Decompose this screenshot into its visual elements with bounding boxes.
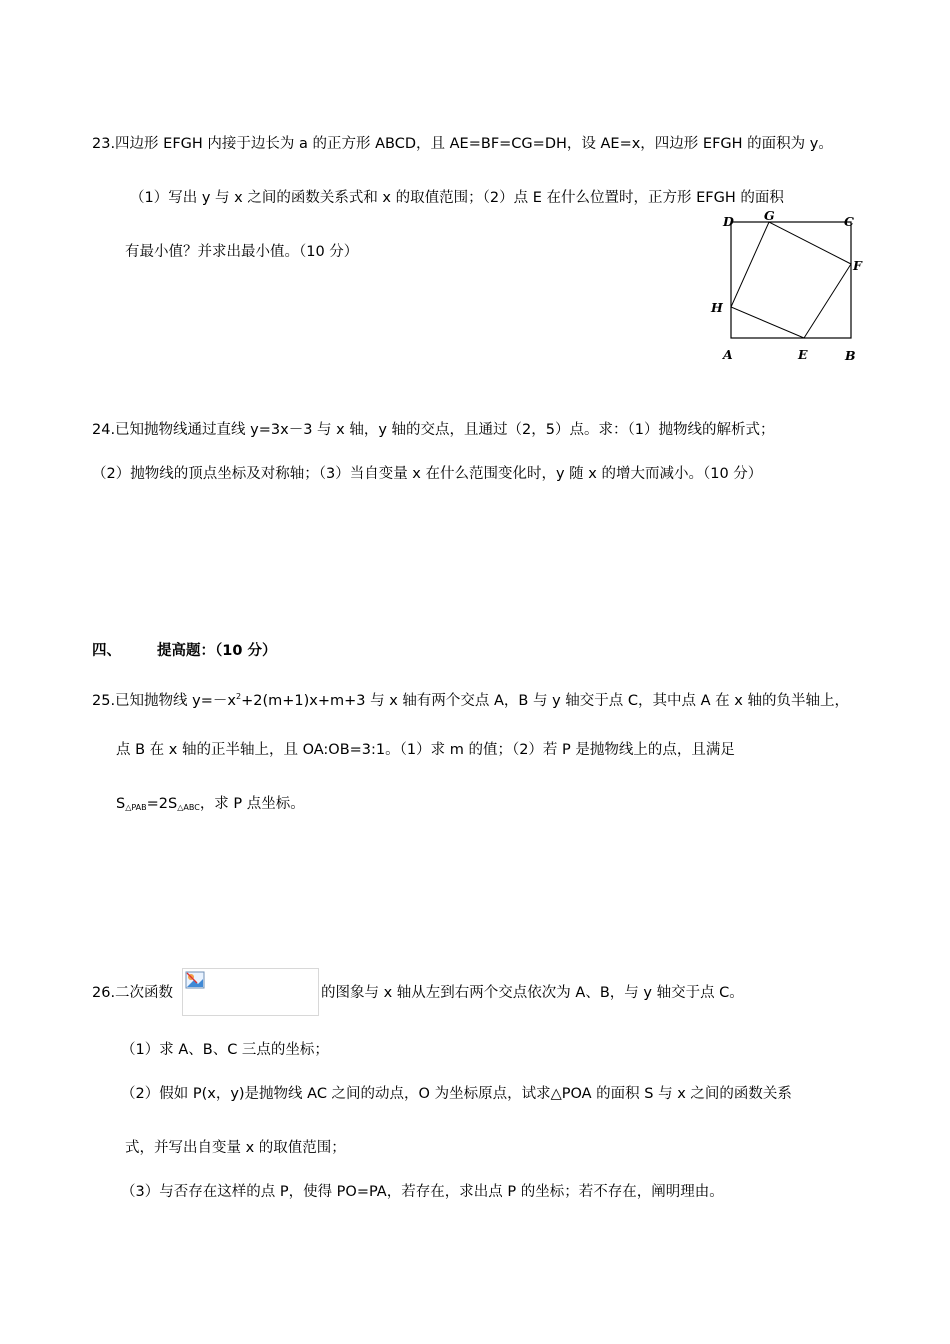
q25-sub-pab: △PAB [125, 803, 147, 812]
label-a: A [723, 347, 733, 362]
q24-line2: （2）抛物线的顶点坐标及对称轴；（3）当自变量 x 在什么范围变化时，y 随 x 的增大而减小。（10 分） [92, 466, 763, 482]
q26-line1-post: 的图象与 x 轴从左到右两个交点依次为 A、B，与 y 轴交于点 C。 [321, 985, 744, 1001]
q24-line1: 24.已知抛物线通过直线 y=3x－3 与 x 轴，y 轴的交点，且通过（2，5）点。求：（1）抛物线的解析式； [92, 422, 775, 438]
label-f: F [853, 258, 862, 273]
q23-line1: 23.四边形 EFGH 内接于边长为 a 的正方形 ABCD，且 AE=BF=CG=DH，设 AE=x，四边形 EFGH 的面积为 y。 [92, 136, 833, 152]
q23-line3: 有最小值？并求出最小值。（10 分） [125, 244, 359, 260]
label-e: E [798, 347, 808, 362]
q25-line1-post: +2(m+1)x+m+3 与 x 轴有两个交点 A，B 与 y 轴交于点 C，其中点 A 在 x 轴的负半轴上， [241, 693, 849, 709]
broken-image-icon [185, 971, 207, 991]
label-g: G [764, 208, 775, 223]
q26-item3: （3）与否存在这样的点 P，使得 PO=PA，若存在，求出点 P 的坐标；若不存在，阐明理由。 [121, 1184, 724, 1200]
q25-line1-pre: 25.已知抛物线 y=－x [92, 693, 236, 709]
label-b: B [845, 348, 856, 363]
q25-area-s1: S [116, 796, 126, 812]
q26-item1: （1）求 A、B、C 三点的坐标； [121, 1042, 329, 1058]
q26-line1-pre: 26.二次函数 [92, 985, 174, 1001]
label-d: D [723, 214, 734, 229]
q26-item2: （2）假如 P(x，y)是抛物线 AC 之间的动点，O 为坐标原点，试求△POA 的面积 S 与 x 之间的函数关系 [121, 1086, 792, 1102]
label-c: C [844, 214, 854, 229]
q25-line2: 点 B 在 x 轴的正半轴上，且 OA:OB=3:1。（1）求 m 的值；（2）若 P 是抛物线上的点，且满足 [116, 742, 735, 758]
section-4-number: 四、 [92, 643, 121, 659]
q25-line3-post: ，求 P 点坐标。 [199, 796, 305, 812]
q23-line2: （1）写出 y 与 x 之间的函数关系式和 x 的取值范围；（2）点 E 在什么位置时，正方形 EFGH 的面积 [130, 190, 784, 206]
q25-sub-abc: △ABC [177, 803, 200, 812]
broken-image-placeholder [182, 968, 319, 1016]
square-abcd [731, 222, 851, 338]
q25-line3 [116, 794, 305, 818]
q25-exponent: 2 [235, 692, 242, 701]
quad-efgh [731, 222, 851, 338]
q25-area-mid: =2S [146, 796, 178, 812]
q26-item2b: 式，并写出自变量 x 的取值范围； [125, 1140, 346, 1156]
q25-line1 [92, 687, 849, 711]
label-h: H [711, 300, 723, 315]
section-4-title: 提高题：（10 分） [157, 643, 277, 659]
square-figure [708, 208, 878, 368]
